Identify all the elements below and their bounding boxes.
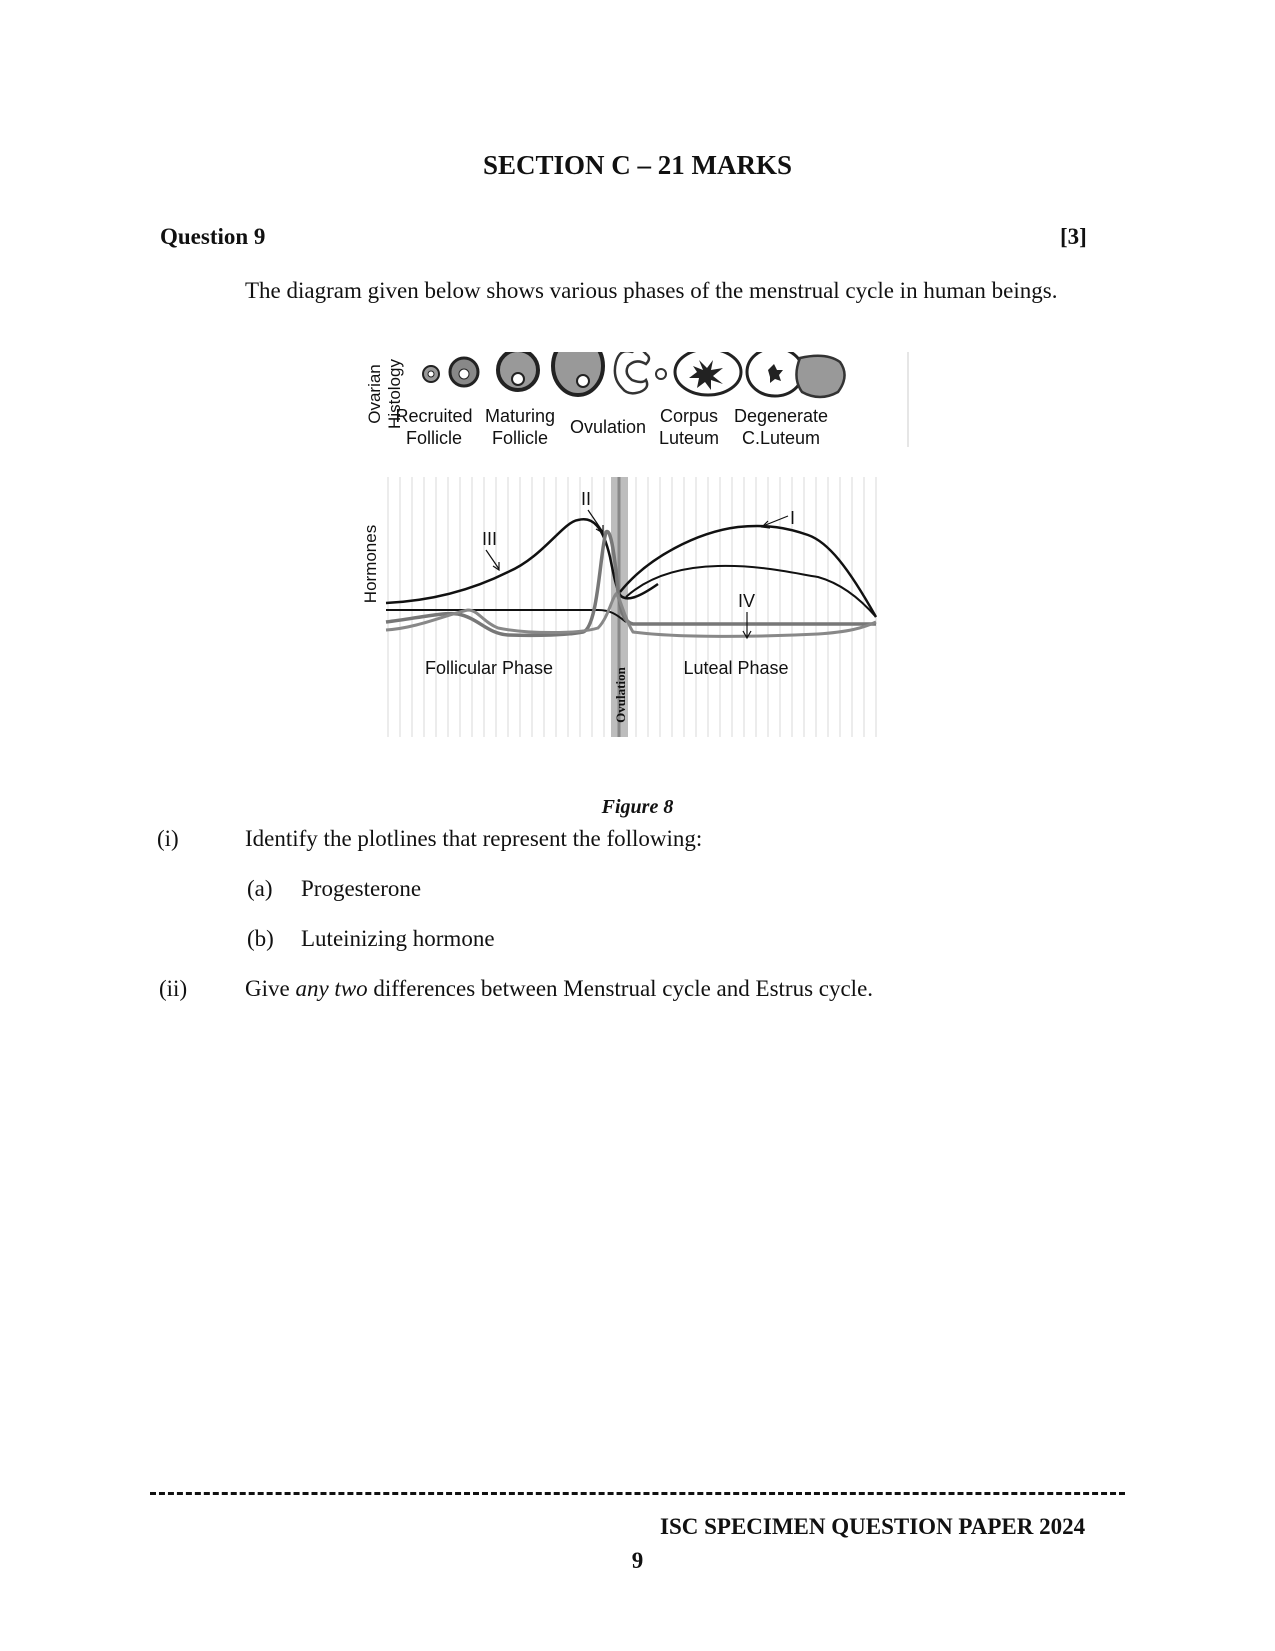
section-title: SECTION C – 21 MARKS bbox=[482, 150, 793, 180]
follicular-phase-label: Follicular Phase bbox=[424, 658, 554, 678]
ovulation-icon bbox=[615, 352, 666, 393]
stage-maturing-line2: Follicle bbox=[491, 428, 549, 448]
part-ii-emphasis: any two bbox=[295, 976, 368, 1001]
part-i-b-number: (b) bbox=[247, 926, 274, 951]
stage-maturing-line1: Maturing bbox=[484, 406, 556, 426]
stage-recruited-line1: Recruited bbox=[395, 406, 473, 426]
curve-label-I: I bbox=[790, 508, 796, 528]
part-ii-text-before: Give bbox=[245, 976, 296, 1001]
page-number: 9 bbox=[631, 1548, 644, 1573]
stage-corpus-line1: Corpus bbox=[659, 406, 719, 426]
part-i-a-number: (a) bbox=[247, 876, 273, 901]
part-i-b-text: Luteinizing hormone bbox=[301, 926, 495, 951]
histology-axis-label-2: Histology bbox=[385, 359, 404, 429]
part-ii-text bbox=[245, 976, 873, 1002]
ovulation-band-label: Ovulation bbox=[613, 667, 628, 723]
part-ii-text-after: differences between Menstrual cycle and Estrus cycle. bbox=[367, 976, 874, 1001]
degenerate-corpus-luteum-icon bbox=[747, 352, 845, 397]
stage-ovulation: Ovulation bbox=[569, 417, 647, 437]
footer-divider bbox=[150, 1492, 1125, 1495]
figure-caption: Figure 8 bbox=[601, 796, 674, 818]
curve-label-II: II bbox=[581, 489, 592, 509]
histology-axis-label-1: Ovarian bbox=[365, 364, 384, 424]
question-marks: [3] bbox=[1060, 224, 1087, 249]
part-i-number: (i) bbox=[157, 826, 179, 851]
part-ii-number: (ii) bbox=[159, 976, 188, 1001]
corpus-luteum-icon bbox=[675, 352, 741, 395]
stage-degenerate-line1: Degenerate bbox=[733, 406, 829, 426]
part-i-text: Identify the plotlines that represent the following: bbox=[245, 826, 703, 851]
stage-degenerate-line2: C.Luteum bbox=[741, 428, 821, 448]
question-number: Question 9 bbox=[160, 224, 266, 249]
maturing-follicle-icons bbox=[498, 352, 603, 395]
footer-title: ISC SPECIMEN QUESTION PAPER 2024 bbox=[660, 1514, 1086, 1539]
curve-label-III: III bbox=[482, 529, 498, 549]
stage-recruited-line2: Follicle bbox=[405, 428, 463, 448]
luteal-phase-label: Luteal Phase bbox=[683, 658, 789, 678]
question-intro: The diagram given below shows various phases of the menstrual cycle in human beings. bbox=[245, 278, 1058, 303]
curve-label-IV: IV bbox=[738, 591, 756, 611]
menstrual-cycle-figure bbox=[358, 352, 918, 777]
stage-corpus-line2: Luteum bbox=[658, 428, 720, 448]
recruited-follicle-icons bbox=[423, 358, 478, 386]
hormones-axis-label: Hormones bbox=[361, 524, 380, 604]
graph-grid bbox=[388, 477, 876, 737]
part-i-a-text: Progesterone bbox=[301, 876, 422, 901]
